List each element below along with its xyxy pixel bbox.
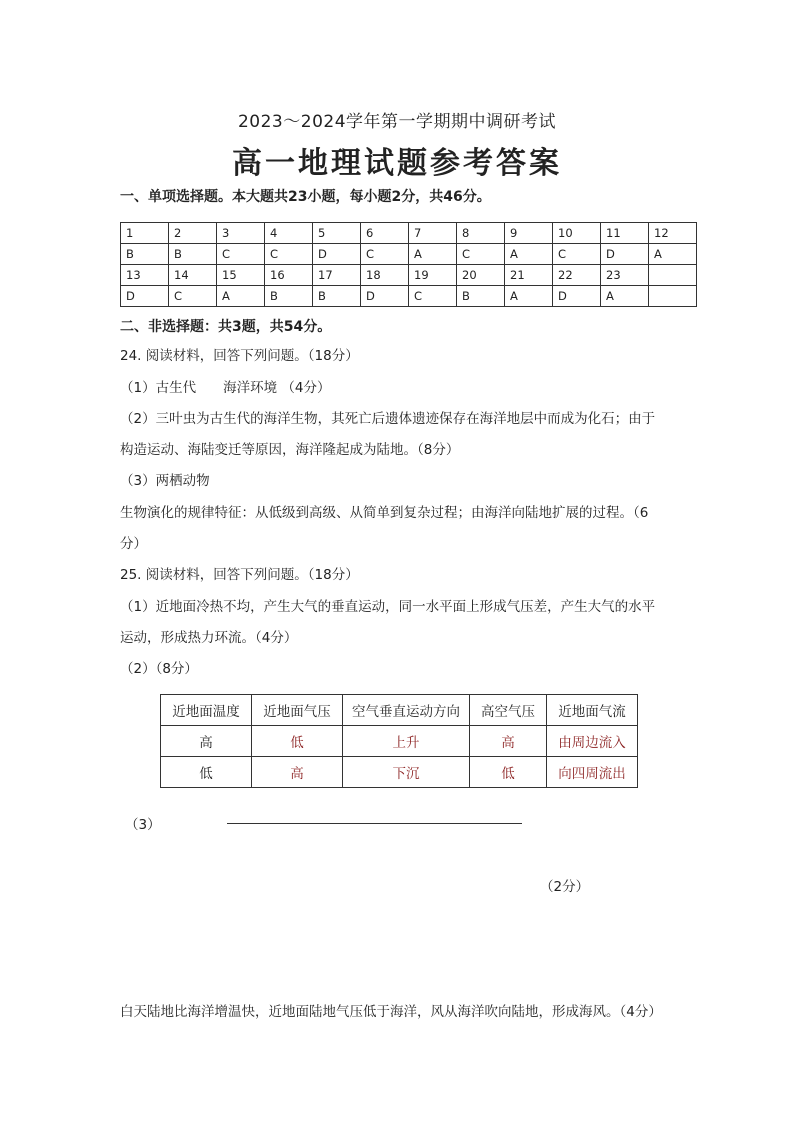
- answer-grid-row: [121, 223, 697, 244]
- answer-grid-cell: 1: [121, 223, 169, 244]
- page-title: 高一地理试题参考答案: [232, 146, 562, 181]
- answer-grid-cell: 15: [217, 265, 265, 286]
- answer-grid-cell: 13: [121, 265, 169, 286]
- answer-grid-cell: 7: [409, 223, 457, 244]
- answer-grid-cell: [649, 286, 697, 307]
- answer-grid-cell: B: [265, 286, 313, 307]
- q25-answer-2: （2）（8分）: [120, 661, 198, 677]
- table-header-cell: 高空气压: [470, 695, 547, 726]
- exam-subtitle: 2023～2024学年第一学期期中调研考试: [237, 112, 557, 132]
- q24-answer-3: （3）两栖动物: [120, 473, 210, 489]
- table-header-cell: 近地面气流: [547, 695, 638, 726]
- answer-grid-cell: 11: [601, 223, 649, 244]
- q24-answer-3-line1: 生物演化的规律特征：从低级到高级、从简单到复杂过程；由海洋向陆地扩展的过程。（6: [120, 505, 649, 521]
- section2-heading: 二、非选择题：共3题，共54分。: [120, 319, 332, 335]
- answer-grid-row: [121, 286, 697, 307]
- answer-grid-cell: 2: [169, 223, 217, 244]
- answer-grid-cell: 21: [505, 265, 553, 286]
- answer-grid-row: [121, 244, 697, 265]
- q25-answer-4: 白天陆地比海洋增温快，近地面陆地气压低于海洋，风从海洋吹向陆地，形成海风。（4分）: [120, 1004, 662, 1020]
- answer-grid-cell: D: [361, 286, 409, 307]
- q24-answer-2-line2: 构造运动、海陆变迁等原因，海洋隆起成为陆地。（8分）: [120, 442, 460, 458]
- q25-title: 25. 阅读材料，回答下列问题。（18分）: [120, 567, 359, 583]
- answer-grid-cell: 22: [553, 265, 601, 286]
- answer-grid-cell: A: [505, 286, 553, 307]
- table-cell: 上升: [343, 726, 470, 757]
- answer-grid-cell: B: [169, 244, 217, 265]
- answer-grid-cell: C: [553, 244, 601, 265]
- q24-answer-2-line1: （2）三叶虫为古生代的海洋生物，其死亡后遗体遗迹保存在海洋地层中而成为化石；由于: [120, 411, 656, 427]
- answer-grid-cell: C: [457, 244, 505, 265]
- answer-grid-cell: A: [649, 244, 697, 265]
- answer-grid-cell: A: [409, 244, 457, 265]
- answer-grid-cell: D: [313, 244, 361, 265]
- answer-grid-cell: B: [121, 244, 169, 265]
- answer-grid-cell: D: [601, 244, 649, 265]
- answer-grid-cell: C: [169, 286, 217, 307]
- answer-grid-cell: 12: [649, 223, 697, 244]
- answer-grid-cell: 23: [601, 265, 649, 286]
- q24-answer-1: （1）古生代 海洋环境 （4分）: [120, 380, 331, 396]
- answer-grid-cell: C: [409, 286, 457, 307]
- circulation-table: [160, 694, 638, 788]
- answer-grid-cell: C: [217, 244, 265, 265]
- table-cell: 高: [470, 726, 547, 757]
- answer-grid-cell: D: [121, 286, 169, 307]
- answer-grid-cell: A: [505, 244, 553, 265]
- answer-grid-cell: 14: [169, 265, 217, 286]
- answer-grid-cell: C: [265, 244, 313, 265]
- q25-answer-1-line2: 运动，形成热力环流。（4分）: [120, 630, 298, 646]
- answer-grid-cell: [649, 265, 697, 286]
- answer-grid-cell: D: [553, 286, 601, 307]
- answer-grid-cell: 17: [313, 265, 361, 286]
- answer-grid-cell: 3: [217, 223, 265, 244]
- table-row: [161, 726, 638, 757]
- answer-grid-cell: 8: [457, 223, 505, 244]
- answer-grid-cell: A: [601, 286, 649, 307]
- answer-grid-cell: 18: [361, 265, 409, 286]
- table-cell: 低: [161, 757, 252, 788]
- answer-blank-line: [227, 823, 522, 824]
- table-cell: 低: [470, 757, 547, 788]
- answer-grid-cell: 4: [265, 223, 313, 244]
- answer-grid-cell: 5: [313, 223, 361, 244]
- answer-grid-cell: 10: [553, 223, 601, 244]
- table-cell: 向四周流出: [547, 757, 638, 788]
- table-header-cell: 空气垂直运动方向: [343, 695, 470, 726]
- section1-heading: 一、单项选择题。本大题共23小题，每小题2分，共46分。: [120, 189, 491, 205]
- table-header-cell: 近地面温度: [161, 695, 252, 726]
- table-cell: 低: [252, 726, 343, 757]
- table-row: [161, 757, 638, 788]
- answer-grid-cell: 6: [361, 223, 409, 244]
- answer-grid-cell: A: [217, 286, 265, 307]
- answer-grid-cell: C: [361, 244, 409, 265]
- q24-answer-3-line2: 分）: [120, 536, 147, 552]
- answer-grid-cell: 16: [265, 265, 313, 286]
- answer-grid-cell: 19: [409, 265, 457, 286]
- table-cell: 下沉: [343, 757, 470, 788]
- answer-grid-row: [121, 265, 697, 286]
- q25-answer-1-line1: （1）近地面冷热不均，产生大气的垂直运动，同一水平面上形成气压差，产生大气的水平: [120, 599, 656, 615]
- q24-title: 24. 阅读材料，回答下列问题。（18分）: [120, 348, 359, 364]
- table-header-cell: 近地面气压: [252, 695, 343, 726]
- table-cell: 高: [252, 757, 343, 788]
- q25-answer-3-points: （2分）: [540, 879, 590, 895]
- answer-grid-cell: B: [313, 286, 361, 307]
- q25-answer-3-label: （3）: [125, 817, 161, 833]
- answer-grid-cell: B: [457, 286, 505, 307]
- answer-grid-cell: 20: [457, 265, 505, 286]
- answer-grid-cell: 9: [505, 223, 553, 244]
- table-cell: 高: [161, 726, 252, 757]
- table-cell: 由周边流入: [547, 726, 638, 757]
- answer-grid: [120, 222, 697, 307]
